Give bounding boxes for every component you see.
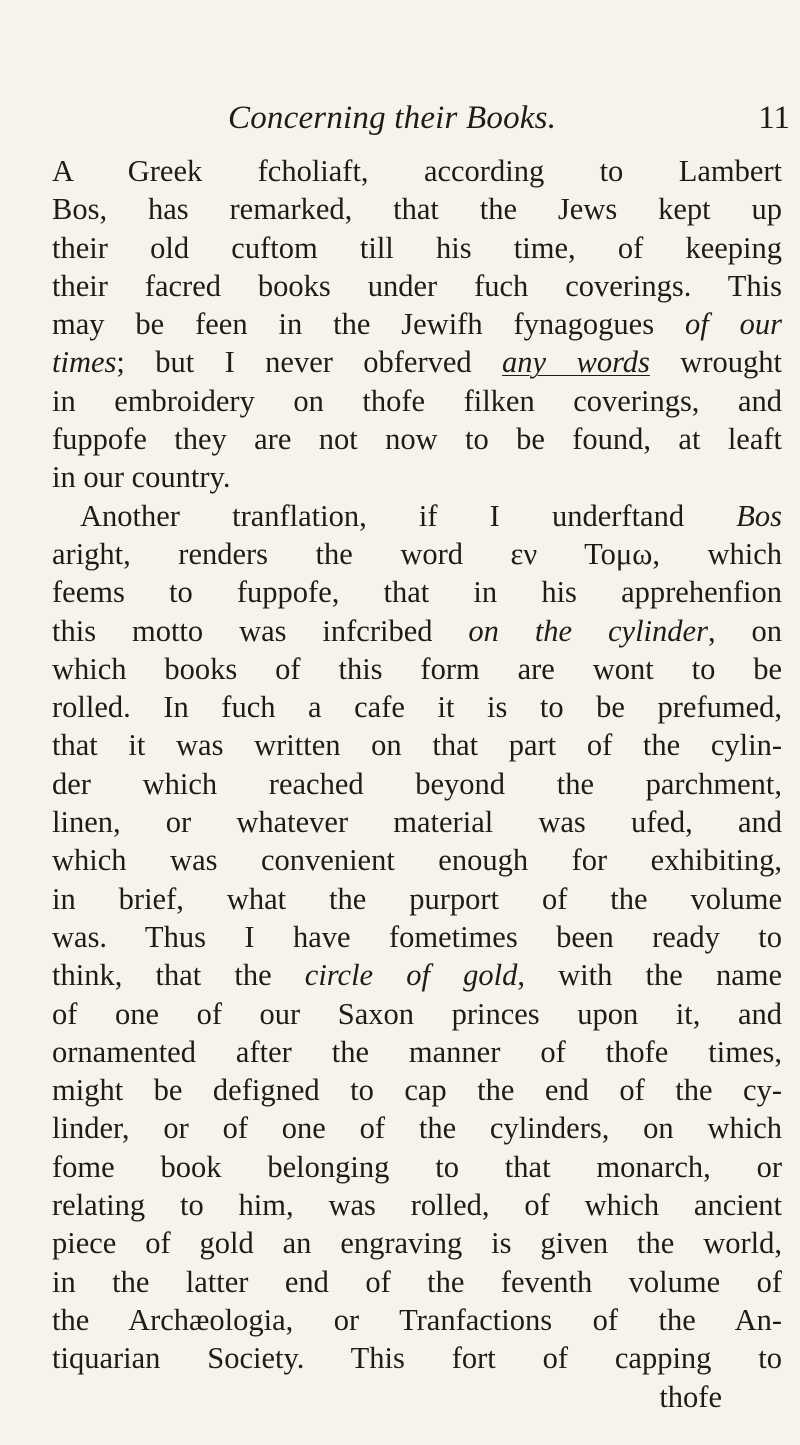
- italic-phrase: of our: [685, 307, 782, 342]
- text-line: times; but I never obferved any words wrought: [52, 345, 782, 380]
- text-line: in the latter end of the feventh volume of: [52, 1264, 782, 1299]
- text-line: the Archæologia, or Tranfactions of the An-: [52, 1302, 782, 1337]
- text-line: may be feen in the Jewifh fynagogues of our: [52, 307, 782, 342]
- text-line: Another tranflation, if I underftand Bos: [80, 498, 782, 533]
- italic-phrase: circle of gold: [304, 958, 518, 993]
- text-line: ornamented after the manner of thofe times,: [52, 1034, 782, 1069]
- text-line: which was convenient enough for exhibiting,: [52, 843, 782, 878]
- italic-phrase: on the cylinder: [468, 613, 708, 648]
- text-line: linder, or of one of the cylinders, on which: [52, 1111, 782, 1146]
- catchword: thofe: [659, 1379, 722, 1414]
- text-line: was. Thus I have fometimes been ready to: [52, 919, 782, 954]
- text-line: tiquarian Society. This fort of capping to: [52, 1341, 782, 1376]
- text-line: piece of gold an engraving is given the world,: [52, 1226, 782, 1261]
- body-text: [52, 152, 782, 1416]
- italic-phrase: Bos: [736, 498, 782, 533]
- text-line: their facred books under fuch coverings. This: [52, 268, 782, 303]
- text-line: feems to fuppofe, that in his apprehenfion: [52, 575, 782, 610]
- text-line: which books of this form are wont to be: [52, 651, 782, 686]
- text-line: fome book belonging to that monarch, or: [52, 1149, 782, 1184]
- text-line: that it was written on that part of the cylin-: [52, 728, 782, 763]
- underlined-phrase: any words: [502, 345, 650, 380]
- page-number: 11: [758, 100, 790, 136]
- text-line: this motto was infcribed on the cylinder, on: [52, 613, 782, 648]
- text-line: relating to him, was rolled, of which ancient: [52, 1188, 782, 1223]
- running-title: Concerning their Books.: [228, 100, 557, 136]
- text-line: their old cuftom till his time, of keeping: [52, 230, 782, 265]
- text-line: fuppofe they are not now to be found, at leaft: [52, 422, 782, 457]
- text-line: think, that the circle of gold, with the name: [52, 958, 782, 993]
- text-line: in embroidery on thofe filken coverings, and: [52, 383, 782, 418]
- text-line: in our country.: [52, 460, 231, 495]
- text-line: A Greek fcholiaft, according to Lambert: [52, 154, 782, 188]
- text-line: in brief, what the purport of the volume: [52, 881, 782, 916]
- text-line: might be defigned to cap the end of the cy-: [52, 1073, 782, 1108]
- italic-phrase: times: [52, 345, 117, 380]
- text-line: of one of our Saxon princes upon it, and: [52, 996, 782, 1031]
- text-line: linen, or whatever material was ufed, and: [52, 805, 782, 840]
- running-head: [0, 100, 800, 140]
- text-line: der which reached beyond the parchment,: [52, 766, 782, 801]
- text-line: rolled. In fuch a cafe it is to be prefumed,: [52, 690, 782, 725]
- text-line: Bos, has remarked, that the Jews kept up: [52, 192, 782, 227]
- text-line: aright, renders the word εν Τομω, which: [52, 536, 782, 571]
